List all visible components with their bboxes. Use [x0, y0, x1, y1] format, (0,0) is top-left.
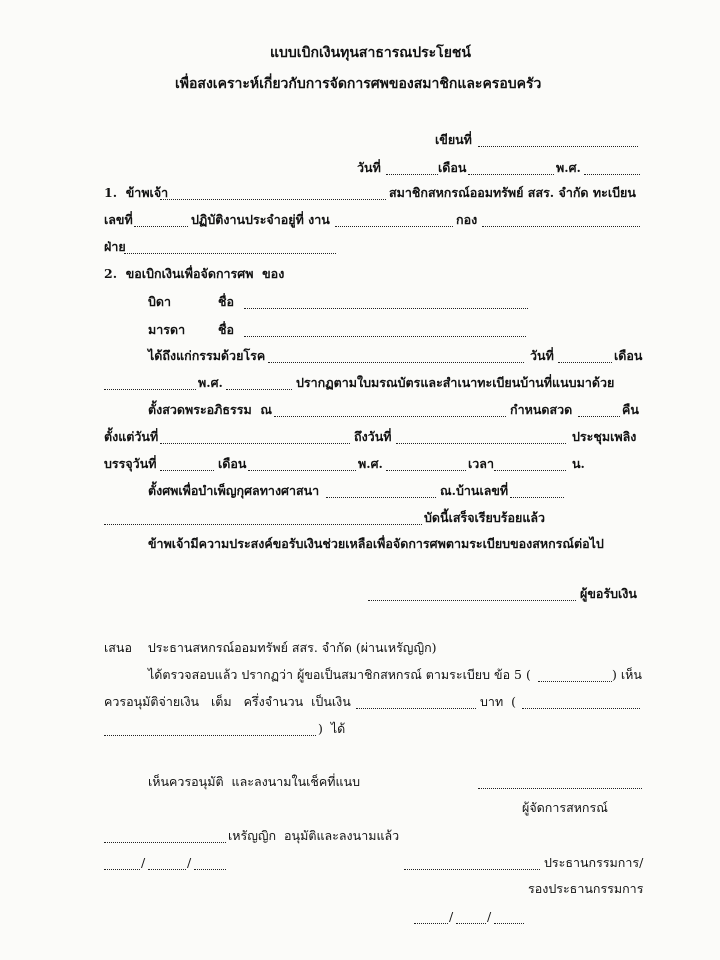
from-date-field[interactable] — [160, 443, 350, 444]
form-subtitle: เพื่อสงเคราะห์เกี่ยวกับการจัดการศพของสมาชิกและครอบครัว — [175, 76, 542, 92]
treasurer-date-year[interactable] — [194, 869, 226, 870]
written-at-label: เขียนที่ — [435, 132, 472, 147]
mother-name-label: ชื่อ — [218, 322, 234, 337]
burial-month-field[interactable] — [248, 470, 356, 471]
to-date-label: ถึงวันที่ — [354, 429, 392, 444]
treasurer-date-slash-1: / — [141, 855, 146, 870]
burial-day-field[interactable] — [160, 470, 214, 471]
month-label: เดือน — [438, 160, 467, 175]
burial-year-field[interactable] — [386, 470, 466, 471]
chairman-date-slash-1: / — [449, 909, 454, 924]
house-no-label: ณ.บ้านเลขที่ — [440, 483, 509, 498]
burial-date-label: บรรจุวันที่ — [104, 456, 157, 471]
chairman-signature-field[interactable] — [404, 869, 540, 870]
cause-of-death-field[interactable] — [268, 362, 524, 363]
father-name-label: ชื่อ — [218, 294, 234, 309]
request-text: ข้าพเจ้ามีความประสงค์ขอรับเงินช่วยเหลือเพื่อจัดการศพตามระเบียบของสหกรณ์ต่อไป — [148, 536, 604, 551]
requester-signature-field[interactable] — [368, 600, 576, 601]
treasurer-date-slash-2: / — [187, 855, 192, 870]
chairman-label: ประธานกรรมการ/ — [544, 855, 644, 870]
member-label: สมาชิกสหกรณ์ออมทรัพย์ สสร. จำกัด ทะเบียน — [389, 185, 636, 200]
father-label: บิดา — [148, 294, 172, 309]
mother-label: มารดา — [148, 322, 186, 337]
burial-time-field[interactable] — [494, 470, 566, 471]
year-label: พ.ศ. — [556, 160, 581, 175]
works-at-label: ปฏิบัติงานประจำอยู่ที่ งาน — [191, 212, 330, 227]
burial-month-label: เดือน — [218, 456, 247, 471]
chairman-date-day[interactable] — [414, 923, 448, 924]
manager-label: ผู้จัดการสหกรณ์ — [522, 800, 608, 815]
regulation-clause-field[interactable] — [538, 681, 612, 682]
section2-heading: 2. ขอเบิกเงินเพื่อจัดการศพ ของ — [104, 266, 285, 281]
religion-label: ตั้งศพเพื่อบำเพ็ญกุศลทางศาสนา — [148, 483, 320, 498]
burial-time-label: เวลา — [468, 456, 494, 471]
amount-words-field-2[interactable] — [104, 735, 316, 736]
death-year-field[interactable] — [226, 389, 292, 390]
written-at-field[interactable] — [478, 146, 638, 147]
chairman-date-month[interactable] — [456, 923, 486, 924]
cremation-label: ประชุมเพลิง — [572, 429, 637, 444]
schedule-label: กำหนดสวด — [510, 402, 573, 417]
amount-words-field[interactable] — [522, 708, 640, 709]
from-date-label: ตั้งแต่วันที่ — [104, 429, 159, 444]
died-of-label: ได้ถึงแก่กรรมด้วยโรค — [148, 348, 266, 363]
division-field[interactable] — [482, 226, 640, 227]
nights-label: คืน — [622, 402, 639, 417]
death-month-field[interactable] — [104, 389, 196, 390]
see-paren-text: ) เห็น — [612, 667, 642, 682]
burial-year-label: พ.ศ. — [358, 456, 383, 471]
manager-signature-field[interactable] — [478, 788, 642, 789]
to-date-field[interactable] — [396, 443, 566, 444]
treasurer-signature-field[interactable] — [104, 842, 226, 843]
treasurer-text: เหรัญญิก อนุมัติและลงนามแล้ว — [228, 828, 400, 843]
work-unit-field[interactable] — [335, 226, 453, 227]
year-field[interactable] — [584, 174, 640, 175]
date-label: วันที่ — [357, 160, 381, 175]
vice-chairman-label: รองประธานกรรมการ — [528, 881, 644, 896]
treasurer-date-month[interactable] — [148, 869, 186, 870]
mother-name-field[interactable] — [244, 336, 526, 337]
father-name-field[interactable] — [244, 308, 528, 309]
month-field[interactable] — [468, 174, 554, 175]
religion-field[interactable] — [326, 497, 436, 498]
address-field[interactable] — [104, 524, 422, 525]
section1-i: 1. ข้าพเจ้า — [104, 185, 169, 200]
done-text: บัดนี้เสร็จเรียบร้อยแล้ว — [424, 510, 546, 525]
chairman-date-year[interactable] — [494, 923, 524, 924]
obtained-text: ) ได้ — [318, 721, 346, 736]
form-title: แบบเบิกเงินทุนสาธารณประโยชน์ — [270, 45, 471, 61]
death-month-label: เดือน — [614, 348, 643, 363]
checked-text: ได้ตรวจสอบแล้ว ปรากฏว่า ผู้ขอเป็นสมาชิกสหกรณ์ ตามระเบียบ ข้อ 5 ( — [148, 667, 531, 682]
death-day-field[interactable] — [558, 362, 612, 363]
approve-sign-text: เห็นควรอนุมัติ และลงนามในเช็คที่แนบ — [148, 774, 361, 789]
approve-pay-text: ควรอนุมัติจ่ายเงิน เต็ม ครึ่งจำนวน เป็นเงิน — [104, 694, 351, 709]
member-no-field[interactable] — [134, 226, 188, 227]
nights-field[interactable] — [578, 416, 620, 417]
date-field[interactable] — [386, 174, 438, 175]
propose-text: เสนอ ประธานสหกรณ์ออมทรัพย์ สสร. จำกัด (ผ่านเหรัญญิก) — [104, 640, 437, 655]
evidence-text: ปรากฏตามใบมรณบัตรและสำเนาทะเบียนบ้านที่แนบมาด้วย — [296, 375, 615, 390]
member-no-label: เลขที่ — [104, 212, 133, 227]
department-field[interactable] — [124, 253, 336, 254]
hour-label: น. — [572, 456, 585, 471]
treasurer-date-day[interactable] — [104, 869, 140, 870]
department-label: ฝ่าย — [104, 239, 126, 254]
funeral-rites-label: ตั้งสวดพระอภิธรรม ณ — [148, 402, 272, 417]
requester-label: ผู้ขอรับเงิน — [580, 586, 637, 601]
funeral-venue-field[interactable] — [274, 416, 506, 417]
baht-label: บาท ( — [480, 694, 517, 709]
amount-field[interactable] — [356, 708, 476, 709]
division-label: กอง — [456, 212, 478, 227]
chairman-date-slash-2: / — [487, 909, 492, 924]
member-name-field[interactable] — [160, 199, 386, 200]
death-day-label: วันที่ — [530, 348, 554, 363]
death-year-label: พ.ศ. — [198, 375, 223, 390]
house-no-field[interactable] — [510, 497, 564, 498]
